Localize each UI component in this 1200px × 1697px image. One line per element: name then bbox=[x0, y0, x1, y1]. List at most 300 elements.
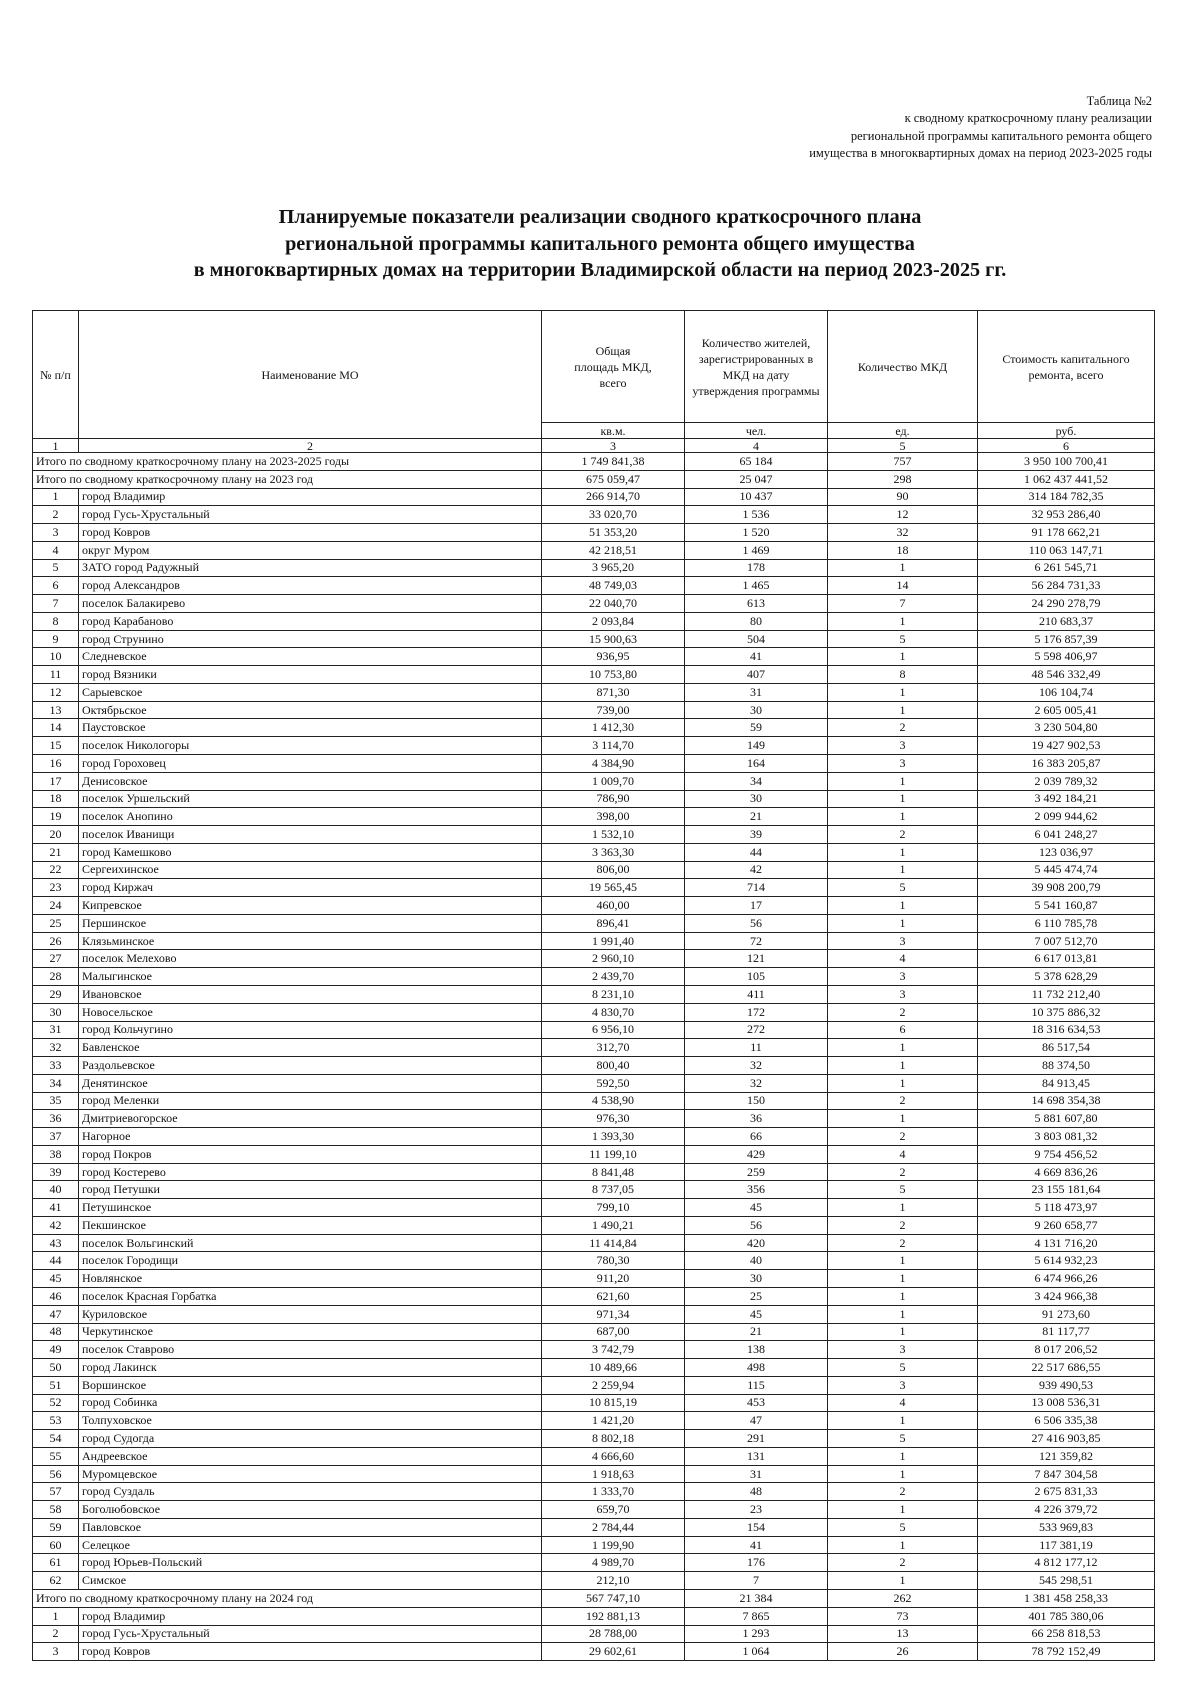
row-number: 2 bbox=[33, 506, 79, 524]
municipality-name: поселок Городищи bbox=[79, 1252, 542, 1270]
repair-cost-value: 84 913,45 bbox=[978, 1074, 1155, 1092]
residents-value: 149 bbox=[685, 737, 828, 755]
municipality-name: Черкутинское bbox=[79, 1323, 542, 1341]
municipality-name: Кипревское bbox=[79, 897, 542, 915]
row-number: 38 bbox=[33, 1145, 79, 1163]
municipality-name: Новосельское bbox=[79, 1003, 542, 1021]
mkd-count-value: 5 bbox=[828, 1181, 978, 1199]
row-number: 2 bbox=[33, 1625, 79, 1643]
area-value: 936,95 bbox=[542, 648, 685, 666]
mkd-count-value: 5 bbox=[828, 1359, 978, 1377]
municipality-name: город Вязники bbox=[79, 666, 542, 684]
row-number: 32 bbox=[33, 1039, 79, 1057]
unit-area: кв.м. bbox=[542, 423, 685, 439]
area-value: 398,00 bbox=[542, 808, 685, 826]
area-value: 266 914,70 bbox=[542, 488, 685, 506]
residents-value: 39 bbox=[685, 826, 828, 844]
area-value: 2 960,10 bbox=[542, 950, 685, 968]
table-row bbox=[33, 1625, 1155, 1643]
municipality-name: город Владимир bbox=[79, 1607, 542, 1625]
area-value: 971,34 bbox=[542, 1305, 685, 1323]
mkd-count-value: 1 bbox=[828, 683, 978, 701]
municipality-name: поселок Красная Горбатка bbox=[79, 1287, 542, 1305]
residents-value: 30 bbox=[685, 790, 828, 808]
residents-value: 31 bbox=[685, 683, 828, 701]
title-line-1: Планируемые показатели реализации сводного краткосрочного плана bbox=[278, 206, 922, 228]
mkd-count-value: 32 bbox=[828, 524, 978, 542]
row-number: 49 bbox=[33, 1341, 79, 1359]
table-row bbox=[33, 630, 1155, 648]
municipality-name: город Суздаль bbox=[79, 1483, 542, 1501]
municipality-name: поселок Вольгинский bbox=[79, 1234, 542, 1252]
residents-value: 45 bbox=[685, 1199, 828, 1217]
row-number: 15 bbox=[33, 737, 79, 755]
header-area: Общая площадь МКД, всего bbox=[542, 311, 685, 423]
row-number: 5 bbox=[33, 559, 79, 577]
mkd-count-value: 1 bbox=[828, 1536, 978, 1554]
table-row bbox=[33, 1092, 1155, 1110]
residents-value: 41 bbox=[685, 648, 828, 666]
municipality-name: город Гусь-Хрустальный bbox=[79, 506, 542, 524]
area-value: 2 259,94 bbox=[542, 1376, 685, 1394]
row-number: 22 bbox=[33, 861, 79, 879]
residents-value: 42 bbox=[685, 861, 828, 879]
mkd-count-value: 1 bbox=[828, 1412, 978, 1430]
repair-cost-value: 32 953 286,40 bbox=[978, 506, 1155, 524]
residents-value: 31 bbox=[685, 1465, 828, 1483]
area-value: 2 093,84 bbox=[542, 612, 685, 630]
row-number: 28 bbox=[33, 968, 79, 986]
municipality-name: поселок Балакирево bbox=[79, 595, 542, 613]
table-row bbox=[33, 1021, 1155, 1039]
row-number: 14 bbox=[33, 719, 79, 737]
area-value: 192 881,13 bbox=[542, 1607, 685, 1625]
residents-value: 10 437 bbox=[685, 488, 828, 506]
area-value: 567 747,10 bbox=[542, 1590, 685, 1608]
residents-value: 80 bbox=[685, 612, 828, 630]
repair-cost-value: 24 290 278,79 bbox=[978, 595, 1155, 613]
table-row bbox=[33, 790, 1155, 808]
municipality-name: поселок Никологоры bbox=[79, 737, 542, 755]
mkd-count-value: 1 bbox=[828, 612, 978, 630]
attachment-line-2: к сводному краткосрочному плану реализации bbox=[904, 111, 1152, 126]
repair-cost-value: 4 669 836,26 bbox=[978, 1163, 1155, 1181]
municipality-name: Октябрьское bbox=[79, 701, 542, 719]
area-value: 11 414,84 bbox=[542, 1234, 685, 1252]
row-number: 30 bbox=[33, 1003, 79, 1021]
residents-value: 7 bbox=[685, 1572, 828, 1590]
area-value: 4 538,90 bbox=[542, 1092, 685, 1110]
residents-value: 453 bbox=[685, 1394, 828, 1412]
mkd-count-value: 1 bbox=[828, 1572, 978, 1590]
mkd-count-value: 18 bbox=[828, 541, 978, 559]
table-row bbox=[33, 666, 1155, 684]
municipality-name: город Петушки bbox=[79, 1181, 542, 1199]
total-label: Итого по сводному краткосрочному плану на 2023 год bbox=[33, 470, 542, 488]
table-attachment-note bbox=[809, 93, 1152, 163]
table-row bbox=[33, 488, 1155, 506]
table-row bbox=[33, 612, 1155, 630]
residents-value: 25 bbox=[685, 1287, 828, 1305]
colnum-5: 5 bbox=[828, 439, 978, 453]
area-value: 312,70 bbox=[542, 1039, 685, 1057]
header-num: № п/п bbox=[33, 311, 79, 439]
area-value: 8 841,48 bbox=[542, 1163, 685, 1181]
mkd-count-value: 26 bbox=[828, 1643, 978, 1661]
mkd-count-value: 1 bbox=[828, 790, 978, 808]
municipality-name: Новлянское bbox=[79, 1270, 542, 1288]
residents-value: 30 bbox=[685, 1270, 828, 1288]
mkd-count-value: 1 bbox=[828, 701, 978, 719]
mkd-count-value: 1 bbox=[828, 1305, 978, 1323]
table-row bbox=[33, 1128, 1155, 1146]
residents-value: 420 bbox=[685, 1234, 828, 1252]
area-value: 799,10 bbox=[542, 1199, 685, 1217]
residents-value: 291 bbox=[685, 1430, 828, 1448]
residents-value: 59 bbox=[685, 719, 828, 737]
municipality-name: ЗАТО город Радужный bbox=[79, 559, 542, 577]
residents-value: 356 bbox=[685, 1181, 828, 1199]
row-number: 59 bbox=[33, 1518, 79, 1536]
residents-value: 138 bbox=[685, 1341, 828, 1359]
row-number: 27 bbox=[33, 950, 79, 968]
residents-value: 121 bbox=[685, 950, 828, 968]
repair-cost-value: 48 546 332,49 bbox=[978, 666, 1155, 684]
row-number: 6 bbox=[33, 577, 79, 595]
residents-value: 44 bbox=[685, 843, 828, 861]
row-number: 19 bbox=[33, 808, 79, 826]
repair-cost-value: 314 184 782,35 bbox=[978, 488, 1155, 506]
municipality-name: город Владимир bbox=[79, 488, 542, 506]
mkd-count-value: 262 bbox=[828, 1590, 978, 1608]
colnum-1: 1 bbox=[33, 439, 79, 453]
area-value: 786,90 bbox=[542, 790, 685, 808]
municipality-name: Паустовское bbox=[79, 719, 542, 737]
row-number: 37 bbox=[33, 1128, 79, 1146]
table-row bbox=[33, 861, 1155, 879]
repair-cost-value: 939 490,53 bbox=[978, 1376, 1155, 1394]
area-value: 1 490,21 bbox=[542, 1216, 685, 1234]
document-title bbox=[0, 204, 1200, 284]
row-number: 7 bbox=[33, 595, 79, 613]
municipality-name: город Карабаново bbox=[79, 612, 542, 630]
residents-value: 1 469 bbox=[685, 541, 828, 559]
municipality-name: Селецкое bbox=[79, 1536, 542, 1554]
table-row bbox=[33, 1483, 1155, 1501]
table-row bbox=[33, 595, 1155, 613]
area-value: 48 749,03 bbox=[542, 577, 685, 595]
residents-value: 56 bbox=[685, 914, 828, 932]
repair-cost-value: 5 881 607,80 bbox=[978, 1110, 1155, 1128]
mkd-count-value: 1 bbox=[828, 1270, 978, 1288]
table-row bbox=[33, 1412, 1155, 1430]
municipality-name: город Киржач bbox=[79, 879, 542, 897]
municipality-name: город Судогда bbox=[79, 1430, 542, 1448]
repair-cost-value: 3 492 184,21 bbox=[978, 790, 1155, 808]
repair-cost-value: 18 316 634,53 bbox=[978, 1021, 1155, 1039]
residents-value: 613 bbox=[685, 595, 828, 613]
row-number: 25 bbox=[33, 914, 79, 932]
row-number: 47 bbox=[33, 1305, 79, 1323]
table-row bbox=[33, 808, 1155, 826]
residents-value: 105 bbox=[685, 968, 828, 986]
municipality-name: Бавленское bbox=[79, 1039, 542, 1057]
residents-value: 1 064 bbox=[685, 1643, 828, 1661]
repair-cost-value: 3 424 966,38 bbox=[978, 1287, 1155, 1305]
table-row bbox=[33, 1270, 1155, 1288]
residents-value: 272 bbox=[685, 1021, 828, 1039]
repair-cost-value: 533 969,83 bbox=[978, 1518, 1155, 1536]
repair-cost-value: 6 110 785,78 bbox=[978, 914, 1155, 932]
area-value: 4 384,90 bbox=[542, 755, 685, 773]
area-value: 659,70 bbox=[542, 1501, 685, 1519]
table-row bbox=[33, 950, 1155, 968]
repair-cost-value: 7 847 304,58 bbox=[978, 1465, 1155, 1483]
area-value: 10 815,19 bbox=[542, 1394, 685, 1412]
row-number: 48 bbox=[33, 1323, 79, 1341]
row-number: 61 bbox=[33, 1554, 79, 1572]
residents-value: 504 bbox=[685, 630, 828, 648]
mkd-count-value: 3 bbox=[828, 932, 978, 950]
area-value: 976,30 bbox=[542, 1110, 685, 1128]
table-row bbox=[33, 1074, 1155, 1092]
table-row bbox=[33, 541, 1155, 559]
row-number: 42 bbox=[33, 1216, 79, 1234]
unit-count: ед. bbox=[828, 423, 978, 439]
area-value: 10 489,66 bbox=[542, 1359, 685, 1377]
table-row bbox=[33, 701, 1155, 719]
indicators-table bbox=[32, 310, 1155, 1661]
repair-cost-value: 14 698 354,38 bbox=[978, 1092, 1155, 1110]
repair-cost-value: 4 131 716,20 bbox=[978, 1234, 1155, 1252]
total-row bbox=[33, 453, 1155, 471]
municipality-name: город Кольчугино bbox=[79, 1021, 542, 1039]
attachment-line-4: имущества в многоквартирных домах на период 2023-2025 годы bbox=[809, 146, 1152, 161]
repair-cost-value: 9 754 456,52 bbox=[978, 1145, 1155, 1163]
residents-value: 407 bbox=[685, 666, 828, 684]
area-value: 896,41 bbox=[542, 914, 685, 932]
area-value: 3 363,30 bbox=[542, 843, 685, 861]
row-number: 20 bbox=[33, 826, 79, 844]
municipality-name: Дмитриевогорское bbox=[79, 1110, 542, 1128]
mkd-count-value: 3 bbox=[828, 755, 978, 773]
mkd-count-value: 12 bbox=[828, 506, 978, 524]
table-row bbox=[33, 1145, 1155, 1163]
repair-cost-value: 39 908 200,79 bbox=[978, 879, 1155, 897]
area-value: 29 602,61 bbox=[542, 1643, 685, 1661]
municipality-name: Денятинское bbox=[79, 1074, 542, 1092]
repair-cost-value: 2 675 831,33 bbox=[978, 1483, 1155, 1501]
municipality-name: город Костерево bbox=[79, 1163, 542, 1181]
repair-cost-value: 5 598 406,97 bbox=[978, 648, 1155, 666]
area-value: 1 421,20 bbox=[542, 1412, 685, 1430]
area-value: 1 749 841,38 bbox=[542, 453, 685, 471]
colnum-4: 4 bbox=[685, 439, 828, 453]
row-number: 40 bbox=[33, 1181, 79, 1199]
municipality-name: город Меленки bbox=[79, 1092, 542, 1110]
residents-value: 429 bbox=[685, 1145, 828, 1163]
table-row bbox=[33, 1394, 1155, 1412]
row-number: 43 bbox=[33, 1234, 79, 1252]
repair-cost-value: 1 062 437 441,52 bbox=[978, 470, 1155, 488]
row-number: 29 bbox=[33, 985, 79, 1003]
area-value: 2 784,44 bbox=[542, 1518, 685, 1536]
area-value: 33 020,70 bbox=[542, 506, 685, 524]
area-value: 3 965,20 bbox=[542, 559, 685, 577]
table-row bbox=[33, 737, 1155, 755]
mkd-count-value: 4 bbox=[828, 950, 978, 968]
table-row bbox=[33, 1181, 1155, 1199]
residents-value: 72 bbox=[685, 932, 828, 950]
table-row bbox=[33, 1607, 1155, 1625]
row-number: 50 bbox=[33, 1359, 79, 1377]
area-value: 4 666,60 bbox=[542, 1447, 685, 1465]
residents-value: 40 bbox=[685, 1252, 828, 1270]
residents-value: 178 bbox=[685, 559, 828, 577]
repair-cost-value: 121 359,82 bbox=[978, 1447, 1155, 1465]
row-number: 62 bbox=[33, 1572, 79, 1590]
mkd-count-value: 1 bbox=[828, 914, 978, 932]
repair-cost-value: 5 541 160,87 bbox=[978, 897, 1155, 915]
total-label: Итого по сводному краткосрочному плану на 2024 год bbox=[33, 1590, 542, 1608]
municipality-name: Петушинское bbox=[79, 1199, 542, 1217]
residents-value: 1 465 bbox=[685, 577, 828, 595]
table-row bbox=[33, 772, 1155, 790]
attachment-line-3: региональной программы капитального ремонта общего bbox=[850, 128, 1152, 143]
mkd-count-value: 1 bbox=[828, 843, 978, 861]
table-row bbox=[33, 1003, 1155, 1021]
mkd-count-value: 73 bbox=[828, 1607, 978, 1625]
area-value: 1 412,30 bbox=[542, 719, 685, 737]
table-row bbox=[33, 559, 1155, 577]
mkd-count-value: 2 bbox=[828, 1003, 978, 1021]
mkd-count-value: 2 bbox=[828, 1216, 978, 1234]
mkd-count-value: 1 bbox=[828, 1447, 978, 1465]
municipality-name: поселок Иванищи bbox=[79, 826, 542, 844]
row-number: 12 bbox=[33, 683, 79, 701]
repair-cost-value: 19 427 902,53 bbox=[978, 737, 1155, 755]
table-row bbox=[33, 932, 1155, 950]
table-row bbox=[33, 1287, 1155, 1305]
table-row bbox=[33, 1199, 1155, 1217]
residents-value: 21 bbox=[685, 808, 828, 826]
mkd-count-value: 1 bbox=[828, 648, 978, 666]
mkd-count-value: 1 bbox=[828, 861, 978, 879]
mkd-count-value: 14 bbox=[828, 577, 978, 595]
row-number: 24 bbox=[33, 897, 79, 915]
table-row bbox=[33, 1057, 1155, 1075]
mkd-count-value: 3 bbox=[828, 737, 978, 755]
area-value: 592,50 bbox=[542, 1074, 685, 1092]
repair-cost-value: 9 260 658,77 bbox=[978, 1216, 1155, 1234]
mkd-count-value: 1 bbox=[828, 897, 978, 915]
municipality-name: Андреевское bbox=[79, 1447, 542, 1465]
area-value: 3 114,70 bbox=[542, 737, 685, 755]
table-row bbox=[33, 1572, 1155, 1590]
mkd-count-value: 1 bbox=[828, 1057, 978, 1075]
residents-value: 1 293 bbox=[685, 1625, 828, 1643]
mkd-count-value: 3 bbox=[828, 1341, 978, 1359]
area-value: 460,00 bbox=[542, 897, 685, 915]
repair-cost-value: 86 517,54 bbox=[978, 1039, 1155, 1057]
area-value: 1 918,63 bbox=[542, 1465, 685, 1483]
municipality-name: Воршинское bbox=[79, 1376, 542, 1394]
area-value: 19 565,45 bbox=[542, 879, 685, 897]
municipality-name: Павловское bbox=[79, 1518, 542, 1536]
table-row bbox=[33, 1163, 1155, 1181]
repair-cost-value: 3 230 504,80 bbox=[978, 719, 1155, 737]
table-row bbox=[33, 1518, 1155, 1536]
row-number: 33 bbox=[33, 1057, 79, 1075]
repair-cost-value: 2 605 005,41 bbox=[978, 701, 1155, 719]
row-number: 16 bbox=[33, 755, 79, 773]
table-row bbox=[33, 1430, 1155, 1448]
municipality-name: город Гусь-Хрустальный bbox=[79, 1625, 542, 1643]
repair-cost-value: 91 178 662,21 bbox=[978, 524, 1155, 542]
municipality-name: город Ковров bbox=[79, 1643, 542, 1661]
mkd-count-value: 5 bbox=[828, 879, 978, 897]
municipality-name: Куриловское bbox=[79, 1305, 542, 1323]
table-row bbox=[33, 1643, 1155, 1661]
area-value: 871,30 bbox=[542, 683, 685, 701]
table-row bbox=[33, 506, 1155, 524]
row-number: 21 bbox=[33, 843, 79, 861]
municipality-name: город Камешково bbox=[79, 843, 542, 861]
residents-value: 176 bbox=[685, 1554, 828, 1572]
residents-value: 21 bbox=[685, 1323, 828, 1341]
mkd-count-value: 7 bbox=[828, 595, 978, 613]
row-number: 13 bbox=[33, 701, 79, 719]
row-number: 17 bbox=[33, 772, 79, 790]
area-value: 621,60 bbox=[542, 1287, 685, 1305]
table-body bbox=[33, 453, 1155, 1661]
residents-value: 131 bbox=[685, 1447, 828, 1465]
mkd-count-value: 1 bbox=[828, 1199, 978, 1217]
row-number: 23 bbox=[33, 879, 79, 897]
mkd-count-value: 5 bbox=[828, 1430, 978, 1448]
area-value: 212,10 bbox=[542, 1572, 685, 1590]
row-number: 1 bbox=[33, 1607, 79, 1625]
row-number: 18 bbox=[33, 790, 79, 808]
mkd-count-value: 3 bbox=[828, 1376, 978, 1394]
repair-cost-value: 56 284 731,33 bbox=[978, 577, 1155, 595]
residents-value: 7 865 bbox=[685, 1607, 828, 1625]
area-value: 15 900,63 bbox=[542, 630, 685, 648]
repair-cost-value: 6 474 966,26 bbox=[978, 1270, 1155, 1288]
row-number: 51 bbox=[33, 1376, 79, 1394]
area-value: 800,40 bbox=[542, 1057, 685, 1075]
municipality-name: Толпуховское bbox=[79, 1412, 542, 1430]
repair-cost-value: 5 445 474,74 bbox=[978, 861, 1155, 879]
row-number: 52 bbox=[33, 1394, 79, 1412]
area-value: 780,30 bbox=[542, 1252, 685, 1270]
mkd-count-value: 2 bbox=[828, 826, 978, 844]
municipality-name: город Струнино bbox=[79, 630, 542, 648]
residents-value: 48 bbox=[685, 1483, 828, 1501]
municipality-name: Муромцевское bbox=[79, 1465, 542, 1483]
municipality-name: Сергеихинское bbox=[79, 861, 542, 879]
row-number: 53 bbox=[33, 1412, 79, 1430]
row-number: 57 bbox=[33, 1483, 79, 1501]
repair-cost-value: 27 416 903,85 bbox=[978, 1430, 1155, 1448]
residents-value: 65 184 bbox=[685, 453, 828, 471]
municipality-name: поселок Анопино bbox=[79, 808, 542, 826]
mkd-count-value: 1 bbox=[828, 772, 978, 790]
repair-cost-value: 78 792 152,49 bbox=[978, 1643, 1155, 1661]
area-value: 6 956,10 bbox=[542, 1021, 685, 1039]
residents-value: 259 bbox=[685, 1163, 828, 1181]
mkd-count-value: 2 bbox=[828, 1092, 978, 1110]
